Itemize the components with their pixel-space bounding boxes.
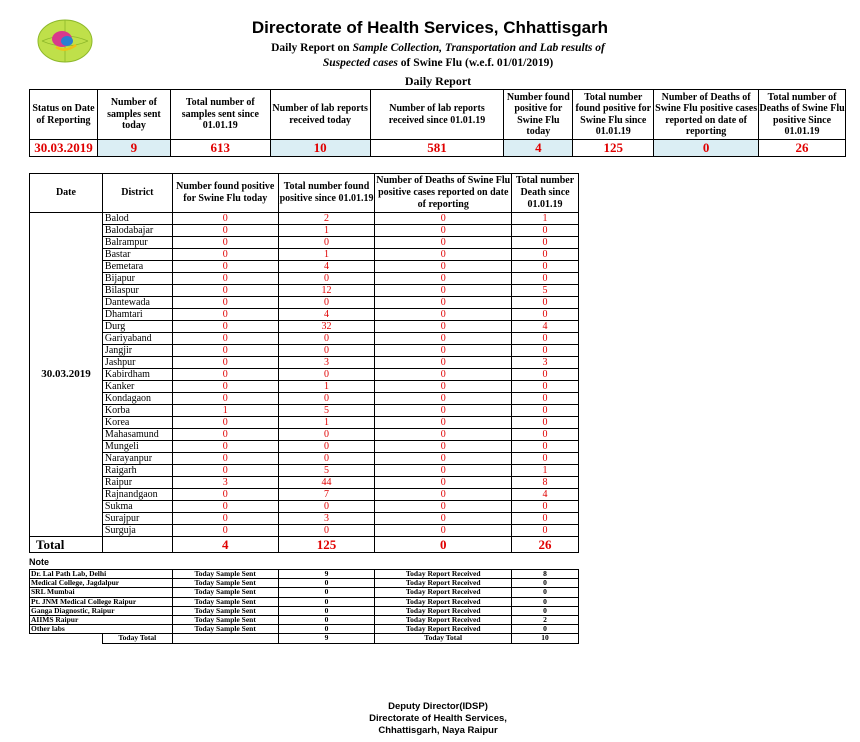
sent-label: Today Sample Sent xyxy=(172,597,278,606)
table-row xyxy=(30,261,579,273)
positive-today: 0 xyxy=(172,417,278,429)
deaths-total: 0 xyxy=(512,417,579,429)
report-date-cell: 30.03.2019 xyxy=(30,213,103,537)
summary-header: Number found positive for Swine Flu today xyxy=(504,90,573,140)
deaths-today: 0 xyxy=(375,477,512,489)
signatory-title: Deputy Director(IDSP) xyxy=(388,701,488,712)
summary-value: 613 xyxy=(170,140,270,157)
summary-value: 4 xyxy=(504,140,573,157)
table-row xyxy=(30,393,579,405)
labs-table xyxy=(29,569,579,644)
positive-today: 0 xyxy=(172,489,278,501)
positive-today: 0 xyxy=(172,261,278,273)
table-row xyxy=(30,345,579,357)
positive-total: 0 xyxy=(278,273,375,285)
received-label: Today Report Received xyxy=(375,615,512,624)
district-name: Mahasamund xyxy=(102,429,172,441)
deaths-total: 0 xyxy=(512,237,579,249)
district-header: Total number Death since 01.01.19 xyxy=(512,174,579,213)
positive-today: 0 xyxy=(172,369,278,381)
summary-value-row xyxy=(30,140,846,157)
district-name: Bilaspur xyxy=(102,285,172,297)
district-name: Narayanpur xyxy=(102,453,172,465)
sent-label: Today Sample Sent xyxy=(172,570,278,579)
district-header: Number found positive for Swine Flu today xyxy=(172,174,278,213)
note-label: Note xyxy=(29,557,49,567)
deaths-total: 4 xyxy=(512,321,579,333)
received-label: Today Report Received xyxy=(375,579,512,588)
positive-today: 1 xyxy=(172,405,278,417)
positive-total: 5 xyxy=(278,405,375,417)
lab-row xyxy=(30,579,579,588)
received-count: 0 xyxy=(512,625,579,634)
signatory-location: Chhattisgarh, Naya Raipur xyxy=(378,725,498,736)
deaths-total: 0 xyxy=(512,453,579,465)
deaths-total: 0 xyxy=(512,501,579,513)
total-deaths: 26 xyxy=(512,537,579,553)
deaths-total: 8 xyxy=(512,477,579,489)
table-row xyxy=(30,417,579,429)
deaths-today: 0 xyxy=(375,405,512,417)
district-rows xyxy=(30,213,579,553)
lab-row xyxy=(30,588,579,597)
positive-total: 0 xyxy=(278,345,375,357)
deaths-total: 0 xyxy=(512,525,579,537)
district-name: Bastar xyxy=(102,249,172,261)
received-count: 0 xyxy=(512,606,579,615)
positive-today: 0 xyxy=(172,513,278,525)
lab-row xyxy=(30,625,579,634)
lab-name: Dr. Lal Path Lab, Delhi xyxy=(30,570,173,579)
district-name: Korea xyxy=(102,417,172,429)
district-name: Korba xyxy=(102,405,172,417)
deaths-total: 3 xyxy=(512,357,579,369)
positive-total: 0 xyxy=(278,453,375,465)
received-label: Today Report Received xyxy=(375,570,512,579)
table-row xyxy=(30,381,579,393)
summary-value: 10 xyxy=(270,140,370,157)
district-name: Bemetara xyxy=(102,261,172,273)
sent-label: Today Sample Sent xyxy=(172,606,278,615)
lab-total-row xyxy=(30,634,579,643)
positive-total: 5 xyxy=(278,465,375,477)
total-blank xyxy=(102,537,172,553)
positive-today: 0 xyxy=(172,213,278,225)
positive-today: 0 xyxy=(172,345,278,357)
summary-value: 9 xyxy=(97,140,170,157)
table-row xyxy=(30,501,579,513)
table-row xyxy=(30,273,579,285)
sent-label: Today Sample Sent xyxy=(172,615,278,624)
lab-total-sent: 9 xyxy=(278,634,375,643)
deaths-today: 0 xyxy=(375,249,512,261)
district-name: Dhamtari xyxy=(102,309,172,321)
deaths-total: 0 xyxy=(512,429,579,441)
positive-today: 0 xyxy=(172,333,278,345)
received-count: 0 xyxy=(512,597,579,606)
lab-name: Other labs xyxy=(30,625,173,634)
table-row xyxy=(30,237,579,249)
positive-total: 1 xyxy=(278,249,375,261)
summary-header: Number of samples sent today xyxy=(97,90,170,140)
positive-today: 0 xyxy=(172,309,278,321)
deaths-total: 5 xyxy=(512,285,579,297)
sent-count: 0 xyxy=(278,606,375,615)
summary-header: Total number found positive for Swine Flu since 01.01.19 xyxy=(573,90,654,140)
table-row xyxy=(30,405,579,417)
deaths-total: 0 xyxy=(512,261,579,273)
lab-total-received: 10 xyxy=(512,634,579,643)
positive-total: 4 xyxy=(278,261,375,273)
district-name: Kabirdham xyxy=(102,369,172,381)
summary-header: Number of Deaths of Swine Flu positive cases reported on date of reporting xyxy=(654,90,759,140)
daily-report-heading: Daily Report xyxy=(404,74,472,88)
deaths-total: 0 xyxy=(512,249,579,261)
deaths-today: 0 xyxy=(375,417,512,429)
deaths-today: 0 xyxy=(375,273,512,285)
summary-header-row xyxy=(30,90,846,140)
summary-value: 125 xyxy=(573,140,654,157)
summary-value: 0 xyxy=(654,140,759,157)
deaths-total: 0 xyxy=(512,345,579,357)
positive-total: 1 xyxy=(278,225,375,237)
table-row xyxy=(30,357,579,369)
sent-count: 0 xyxy=(278,597,375,606)
district-name: Raipur xyxy=(102,477,172,489)
deaths-today: 0 xyxy=(375,513,512,525)
summary-value: 30.03.2019 xyxy=(30,140,98,157)
district-name: Balrampur xyxy=(102,237,172,249)
deaths-today: 0 xyxy=(375,213,512,225)
table-row xyxy=(30,249,579,261)
positive-total: 2 xyxy=(278,213,375,225)
table-row xyxy=(30,429,579,441)
district-header: District xyxy=(102,174,172,213)
table-row xyxy=(30,285,579,297)
positive-total: 0 xyxy=(278,501,375,513)
total-deaths-today: 0 xyxy=(375,537,512,553)
deaths-today: 0 xyxy=(375,357,512,369)
received-label: Today Report Received xyxy=(375,606,512,615)
table-row xyxy=(30,309,579,321)
positive-total: 44 xyxy=(278,477,375,489)
lab-total-blank-2 xyxy=(172,634,278,643)
deaths-today: 0 xyxy=(375,285,512,297)
deaths-total: 0 xyxy=(512,381,579,393)
sent-label: Today Sample Sent xyxy=(172,625,278,634)
positive-today: 0 xyxy=(172,465,278,477)
total-label: Total xyxy=(30,537,103,553)
table-row xyxy=(30,213,579,225)
table-row xyxy=(30,513,579,525)
positive-total: 3 xyxy=(278,513,375,525)
positive-today: 0 xyxy=(172,285,278,297)
signature-block xyxy=(0,701,860,737)
district-table xyxy=(29,173,579,553)
table-row xyxy=(30,453,579,465)
deaths-today: 0 xyxy=(375,393,512,405)
lab-row xyxy=(30,606,579,615)
table-row xyxy=(30,225,579,237)
sent-label: Today Sample Sent xyxy=(172,588,278,597)
deaths-today: 0 xyxy=(375,489,512,501)
table-row xyxy=(30,525,579,537)
summary-header: Total number of samples sent since 01.01.19 xyxy=(170,90,270,140)
positive-total: 0 xyxy=(278,441,375,453)
district-name: Mungeli xyxy=(102,441,172,453)
district-name: Gariyaband xyxy=(102,333,172,345)
received-count: 8 xyxy=(512,570,579,579)
positive-today: 0 xyxy=(172,525,278,537)
positive-today: 0 xyxy=(172,237,278,249)
district-name: Balodabajar xyxy=(102,225,172,237)
deaths-today: 0 xyxy=(375,237,512,249)
deaths-total: 0 xyxy=(512,297,579,309)
summary-header: Number of lab reports received since 01.01.19 xyxy=(370,90,504,140)
report-subtitle-2: Suspected cases of Swine Flu (w.e.f. 01/01/2019) xyxy=(322,57,554,69)
signatory-org: Directorate of Health Services, xyxy=(369,713,507,724)
district-header-row xyxy=(30,174,579,213)
district-name: Surguja xyxy=(102,525,172,537)
district-total-row xyxy=(30,537,579,553)
positive-today: 0 xyxy=(172,225,278,237)
deaths-total: 1 xyxy=(512,213,579,225)
positive-today: 3 xyxy=(172,477,278,489)
deaths-today: 0 xyxy=(375,381,512,393)
lab-total-received-label: Today Total xyxy=(375,634,512,643)
deaths-today: 0 xyxy=(375,297,512,309)
received-label: Today Report Received xyxy=(375,588,512,597)
deaths-today: 0 xyxy=(375,429,512,441)
total-positive: 125 xyxy=(278,537,375,553)
received-label: Today Report Received xyxy=(375,597,512,606)
received-label: Today Report Received xyxy=(375,625,512,634)
deaths-total: 1 xyxy=(512,465,579,477)
positive-total: 0 xyxy=(278,369,375,381)
district-header: Total number found positive since 01.01.19 xyxy=(278,174,375,213)
district-name: Rajnandgaon xyxy=(102,489,172,501)
deaths-today: 0 xyxy=(375,321,512,333)
summary-value: 581 xyxy=(370,140,504,157)
district-name: Durg xyxy=(102,321,172,333)
district-header: Number of Deaths of Swine Flu positive cases reported on date of reporting xyxy=(375,174,512,213)
positive-today: 0 xyxy=(172,297,278,309)
deaths-today: 0 xyxy=(375,309,512,321)
lab-row xyxy=(30,597,579,606)
deaths-today: 0 xyxy=(375,441,512,453)
table-row xyxy=(30,465,579,477)
deaths-total: 0 xyxy=(512,225,579,237)
report-subtitle: Daily Report on Sample Collection, Transportation and Lab results of xyxy=(271,42,605,54)
positive-today: 0 xyxy=(172,441,278,453)
deaths-today: 0 xyxy=(375,453,512,465)
positive-total: 12 xyxy=(278,285,375,297)
positive-today: 0 xyxy=(172,429,278,441)
lab-total-label: Today Total xyxy=(102,634,172,643)
lab-row xyxy=(30,615,579,624)
sent-label: Today Sample Sent xyxy=(172,579,278,588)
lab-name: Ganga Diagnostic, Raipur xyxy=(30,606,173,615)
district-name: Kanker xyxy=(102,381,172,393)
positive-today: 0 xyxy=(172,393,278,405)
deaths-total: 0 xyxy=(512,369,579,381)
deaths-total: 0 xyxy=(512,405,579,417)
positive-total: 0 xyxy=(278,333,375,345)
positive-total: 0 xyxy=(278,429,375,441)
summary-header: Number of lab reports received today xyxy=(270,90,370,140)
positive-today: 0 xyxy=(172,273,278,285)
positive-today: 0 xyxy=(172,453,278,465)
deaths-total: 0 xyxy=(512,393,579,405)
district-name: Jangjir xyxy=(102,345,172,357)
deaths-today: 0 xyxy=(375,501,512,513)
positive-total: 1 xyxy=(278,417,375,429)
positive-total: 1 xyxy=(278,381,375,393)
table-row xyxy=(30,297,579,309)
total-today: 4 xyxy=(172,537,278,553)
summary-header: Total number of Deaths of Swine Flu positive Since 01.01.19 xyxy=(759,90,846,140)
positive-today: 0 xyxy=(172,381,278,393)
positive-total: 0 xyxy=(278,237,375,249)
positive-total: 0 xyxy=(278,393,375,405)
district-name: Surajpur xyxy=(102,513,172,525)
district-name: Raigarh xyxy=(102,465,172,477)
table-row xyxy=(30,489,579,501)
table-row xyxy=(30,321,579,333)
deaths-total: 0 xyxy=(512,441,579,453)
page-title: Directorate of Health Services, Chhattisgarh xyxy=(251,18,609,37)
deaths-total: 0 xyxy=(512,513,579,525)
sent-count: 0 xyxy=(278,588,375,597)
deaths-today: 0 xyxy=(375,261,512,273)
lab-name: Pt. JNM Medical College Raipur xyxy=(30,597,173,606)
lab-rows xyxy=(30,570,579,644)
table-row xyxy=(30,441,579,453)
positive-total: 4 xyxy=(278,309,375,321)
lab-name: Medical College, Jagdalpur xyxy=(30,579,173,588)
sent-count: 9 xyxy=(278,570,375,579)
summary-header: Status on Date of Reporting xyxy=(30,90,98,140)
sent-count: 0 xyxy=(278,579,375,588)
positive-today: 0 xyxy=(172,249,278,261)
district-name: Dantewada xyxy=(102,297,172,309)
positive-today: 0 xyxy=(172,321,278,333)
received-count: 0 xyxy=(512,588,579,597)
lab-name: AIIMS Raipur xyxy=(30,615,173,624)
deaths-today: 0 xyxy=(375,465,512,477)
district-name: Bijapur xyxy=(102,273,172,285)
deaths-total: 0 xyxy=(512,273,579,285)
lab-name: SRL Mumbai xyxy=(30,588,173,597)
lab-total-blank xyxy=(30,634,103,643)
sent-count: 0 xyxy=(278,625,375,634)
summary-value: 26 xyxy=(759,140,846,157)
positive-today: 0 xyxy=(172,357,278,369)
received-count: 0 xyxy=(512,579,579,588)
deaths-today: 0 xyxy=(375,369,512,381)
deaths-total: 4 xyxy=(512,489,579,501)
deaths-today: 0 xyxy=(375,333,512,345)
deaths-today: 0 xyxy=(375,225,512,237)
table-row xyxy=(30,369,579,381)
deaths-today: 0 xyxy=(375,345,512,357)
table-row xyxy=(30,333,579,345)
summary-table xyxy=(29,89,846,157)
sent-count: 0 xyxy=(278,615,375,624)
district-name: Sukma xyxy=(102,501,172,513)
positive-total: 3 xyxy=(278,357,375,369)
district-name: Kondagaon xyxy=(102,393,172,405)
received-count: 2 xyxy=(512,615,579,624)
table-row xyxy=(30,477,579,489)
positive-total: 0 xyxy=(278,297,375,309)
deaths-total: 0 xyxy=(512,333,579,345)
district-name: Jashpur xyxy=(102,357,172,369)
positive-total: 32 xyxy=(278,321,375,333)
positive-today: 0 xyxy=(172,501,278,513)
positive-total: 0 xyxy=(278,525,375,537)
district-name: Balod xyxy=(102,213,172,225)
district-header: Date xyxy=(30,174,103,213)
deaths-today: 0 xyxy=(375,525,512,537)
deaths-total: 0 xyxy=(512,309,579,321)
positive-total: 7 xyxy=(278,489,375,501)
